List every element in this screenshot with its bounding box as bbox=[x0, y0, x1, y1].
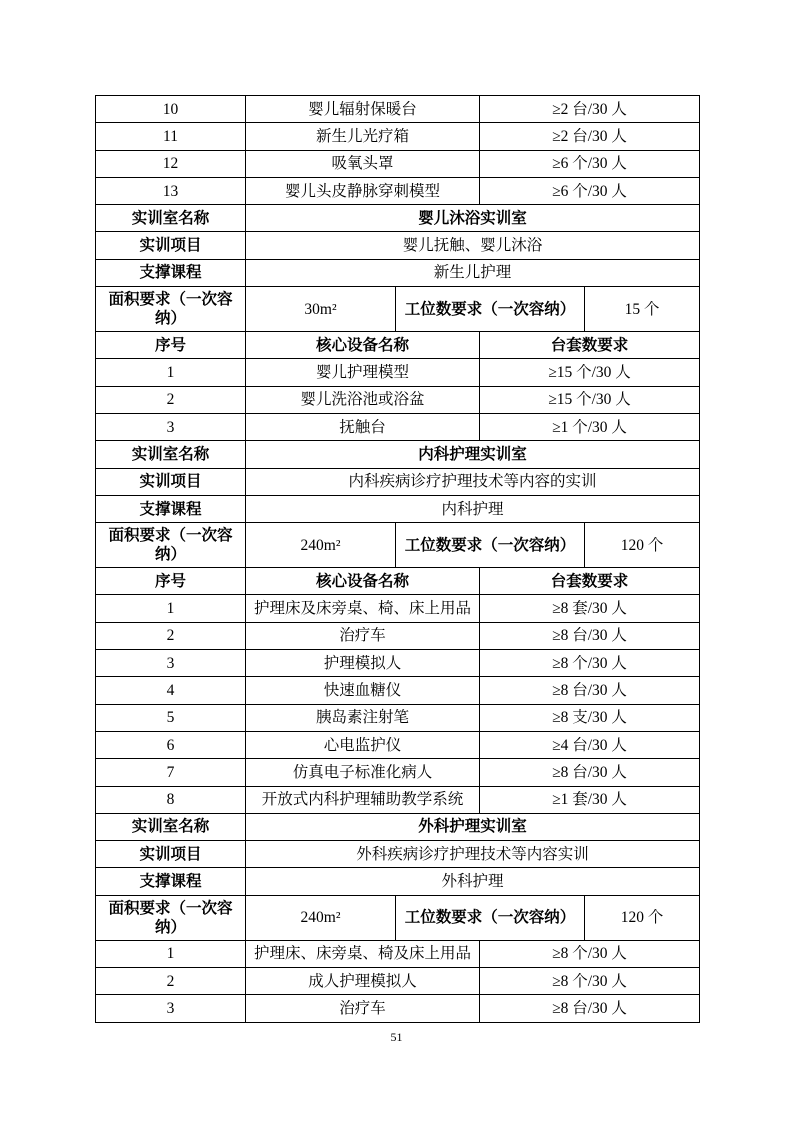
equipment-name-cell: 婴儿洗浴池或浴盆 bbox=[246, 386, 480, 413]
area-value: 30m² bbox=[246, 287, 396, 332]
table-row bbox=[96, 123, 700, 150]
quantity-cell: ≥15 个/30 人 bbox=[480, 359, 700, 386]
table-row bbox=[96, 150, 700, 177]
seq-cell: 5 bbox=[96, 704, 246, 731]
equipment-name-cell: 仿真电子标准化病人 bbox=[246, 759, 480, 786]
table-row bbox=[96, 940, 700, 967]
field-value: 内科护理 bbox=[246, 495, 700, 522]
quantity-cell: ≥8 台/30 人 bbox=[480, 622, 700, 649]
room-name-value: 婴儿沐浴实训室 bbox=[246, 205, 700, 232]
area-value: 240m² bbox=[246, 895, 396, 940]
table-row bbox=[96, 595, 700, 622]
page-number: 51 bbox=[390, 1030, 403, 1044]
table-row bbox=[96, 413, 700, 440]
field-label: 实训项目 bbox=[96, 232, 246, 259]
room-name-value: 外科护理实训室 bbox=[246, 813, 700, 840]
seq-cell: 11 bbox=[96, 123, 246, 150]
field-value: 婴儿抚触、婴儿沐浴 bbox=[246, 232, 700, 259]
quantity-cell: ≥1 套/30 人 bbox=[480, 786, 700, 813]
quantity-cell: ≥8 台/30 人 bbox=[480, 759, 700, 786]
equipment-name-cell: 心电监护仪 bbox=[246, 731, 480, 758]
room-name-value: 内科护理实训室 bbox=[246, 441, 700, 468]
table-row bbox=[96, 622, 700, 649]
room-name-label: 实训室名称 bbox=[96, 441, 246, 468]
equipment-name-cell: 吸氧头罩 bbox=[246, 150, 480, 177]
area-label: 面积要求（一次容纳） bbox=[96, 895, 246, 940]
area-label: 面积要求（一次容纳） bbox=[96, 523, 246, 568]
training-room-table bbox=[95, 95, 700, 1023]
field-value: 内科疾病诊疗护理技术等内容的实训 bbox=[246, 468, 700, 495]
quantity-cell: ≥2 台/30 人 bbox=[480, 96, 700, 123]
equipment-name-cell: 开放式内科护理辅助教学系统 bbox=[246, 786, 480, 813]
table-row bbox=[96, 841, 700, 868]
field-label: 支撑课程 bbox=[96, 495, 246, 522]
quantity-header: 台套数要求 bbox=[480, 332, 700, 359]
seq-cell: 2 bbox=[96, 386, 246, 413]
quantity-cell: ≥15 个/30 人 bbox=[480, 386, 700, 413]
seq-cell: 3 bbox=[96, 413, 246, 440]
table-row bbox=[96, 441, 700, 468]
quantity-cell: ≥6 个/30 人 bbox=[480, 177, 700, 204]
table-body bbox=[96, 96, 700, 1023]
seq-header: 序号 bbox=[96, 332, 246, 359]
table-row bbox=[96, 332, 700, 359]
seq-cell: 6 bbox=[96, 731, 246, 758]
station-value: 120 个 bbox=[585, 895, 700, 940]
quantity-header: 台套数要求 bbox=[480, 568, 700, 595]
quantity-cell: ≥8 个/30 人 bbox=[480, 940, 700, 967]
station-label: 工位数要求（一次容纳） bbox=[396, 287, 585, 332]
quantity-cell: ≥8 支/30 人 bbox=[480, 704, 700, 731]
field-value: 外科疾病诊疗护理技术等内容实训 bbox=[246, 841, 700, 868]
document-page bbox=[95, 95, 699, 1023]
equipment-header: 核心设备名称 bbox=[246, 568, 480, 595]
table-row bbox=[96, 786, 700, 813]
quantity-cell: ≥8 个/30 人 bbox=[480, 650, 700, 677]
room-name-label: 实训室名称 bbox=[96, 813, 246, 840]
equipment-name-cell: 新生儿光疗箱 bbox=[246, 123, 480, 150]
equipment-name-cell: 成人护理模拟人 bbox=[246, 968, 480, 995]
seq-cell: 3 bbox=[96, 650, 246, 677]
table-row bbox=[96, 205, 700, 232]
station-label: 工位数要求（一次容纳） bbox=[396, 523, 585, 568]
table-row bbox=[96, 177, 700, 204]
equipment-name-cell: 护理床及床旁桌、椅、床上用品 bbox=[246, 595, 480, 622]
station-label: 工位数要求（一次容纳） bbox=[396, 895, 585, 940]
table-row bbox=[96, 568, 700, 595]
equipment-name-cell: 婴儿辐射保暖台 bbox=[246, 96, 480, 123]
equipment-name-cell: 快速血糖仪 bbox=[246, 677, 480, 704]
equipment-name-cell: 治疗车 bbox=[246, 622, 480, 649]
table-row bbox=[96, 259, 700, 286]
seq-cell: 2 bbox=[96, 622, 246, 649]
quantity-cell: ≥1 个/30 人 bbox=[480, 413, 700, 440]
seq-cell: 3 bbox=[96, 995, 246, 1022]
seq-cell: 1 bbox=[96, 359, 246, 386]
field-value: 新生儿护理 bbox=[246, 259, 700, 286]
area-label: 面积要求（一次容纳） bbox=[96, 287, 246, 332]
table-row bbox=[96, 704, 700, 731]
quantity-cell: ≥8 套/30 人 bbox=[480, 595, 700, 622]
quantity-cell: ≥4 台/30 人 bbox=[480, 731, 700, 758]
field-value: 外科护理 bbox=[246, 868, 700, 895]
equipment-name-cell: 治疗车 bbox=[246, 995, 480, 1022]
seq-header: 序号 bbox=[96, 568, 246, 595]
table-row bbox=[96, 523, 700, 568]
table-row bbox=[96, 650, 700, 677]
table-row bbox=[96, 495, 700, 522]
equipment-name-cell: 胰岛素注射笔 bbox=[246, 704, 480, 731]
seq-cell: 7 bbox=[96, 759, 246, 786]
seq-cell: 4 bbox=[96, 677, 246, 704]
table-row bbox=[96, 895, 700, 940]
quantity-cell: ≥6 个/30 人 bbox=[480, 150, 700, 177]
seq-cell: 13 bbox=[96, 177, 246, 204]
table-row bbox=[96, 868, 700, 895]
table-row bbox=[96, 287, 700, 332]
seq-cell: 8 bbox=[96, 786, 246, 813]
equipment-name-cell: 婴儿头皮静脉穿刺模型 bbox=[246, 177, 480, 204]
field-label: 实训项目 bbox=[96, 468, 246, 495]
quantity-cell: ≥8 台/30 人 bbox=[480, 677, 700, 704]
table-row bbox=[96, 759, 700, 786]
station-value: 120 个 bbox=[585, 523, 700, 568]
area-value: 240m² bbox=[246, 523, 396, 568]
quantity-cell: ≥8 台/30 人 bbox=[480, 995, 700, 1022]
table-row bbox=[96, 96, 700, 123]
quantity-cell: ≥8 个/30 人 bbox=[480, 968, 700, 995]
room-name-label: 实训室名称 bbox=[96, 205, 246, 232]
table-row bbox=[96, 968, 700, 995]
field-label: 实训项目 bbox=[96, 841, 246, 868]
table-row bbox=[96, 468, 700, 495]
table-row bbox=[96, 731, 700, 758]
table-row bbox=[96, 813, 700, 840]
seq-cell: 2 bbox=[96, 968, 246, 995]
quantity-cell: ≥2 台/30 人 bbox=[480, 123, 700, 150]
seq-cell: 10 bbox=[96, 96, 246, 123]
table-row bbox=[96, 995, 700, 1022]
equipment-name-cell: 护理模拟人 bbox=[246, 650, 480, 677]
field-label: 支撑课程 bbox=[96, 868, 246, 895]
station-value: 15 个 bbox=[585, 287, 700, 332]
table-row bbox=[96, 386, 700, 413]
seq-cell: 1 bbox=[96, 940, 246, 967]
seq-cell: 1 bbox=[96, 595, 246, 622]
table-row bbox=[96, 677, 700, 704]
equipment-header: 核心设备名称 bbox=[246, 332, 480, 359]
field-label: 支撑课程 bbox=[96, 259, 246, 286]
equipment-name-cell: 护理床、床旁桌、椅及床上用品 bbox=[246, 940, 480, 967]
equipment-name-cell: 婴儿护理模型 bbox=[246, 359, 480, 386]
seq-cell: 12 bbox=[96, 150, 246, 177]
table-row bbox=[96, 359, 700, 386]
equipment-name-cell: 抚触台 bbox=[246, 413, 480, 440]
table-row bbox=[96, 232, 700, 259]
